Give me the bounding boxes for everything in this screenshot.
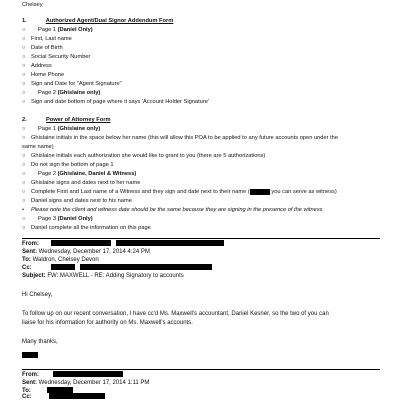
cc-label: Cc: [22,265,32,271]
email1-body-line-2: liaise for his information for authority on Ms. Maxwell's accounts. [22,320,193,326]
s1-item-1 [22,44,63,52]
s2-page2-label: Page 2 [38,171,58,177]
to-value: Waldron, Chelsey Devon [32,257,99,263]
s1-item-text: Address [31,63,52,69]
s1-page2-line [22,89,100,97]
section-1-heading [22,17,173,25]
s2-item-2 [22,152,265,160]
from-label: From: [22,372,39,378]
s1-item-text: Social Security Number [31,54,91,60]
redaction-block [250,189,270,195]
s2-page3-label: Page 3 [38,216,58,222]
s1-page2-bold: (Ghislaine only) [57,90,101,96]
s1-item-0 [22,35,72,43]
s2-item-1 [22,134,338,142]
s2-page1-bold: (Ghislaine only) [57,126,101,132]
bullet-icon: ○ [22,126,26,132]
email-separator [22,238,380,239]
cc-label: Cc: [22,394,32,400]
s2-item-text: Do not sign the bottom of page 1 [31,162,114,168]
email1-signature [22,351,38,359]
bullet-icon: ○ [22,99,26,105]
bullet-icon: ○ [22,162,26,168]
s1-item-text: Sign and date bottom of page where it says 'Account Holder Signature' [31,99,209,105]
s2-item-4 [22,179,140,187]
s2-item-text: Ghislaine signs and dates next to her name [31,180,141,186]
s1-item-5 [22,80,122,88]
redaction-block [51,264,75,270]
bullet-icon: ○ [22,171,26,177]
subject-label: Subject: [22,273,46,279]
s2-page2-line [22,170,136,178]
to-label: To: [22,257,31,263]
s1-page1-bold: (Daniel Only) [57,27,93,33]
section-2-title: Power of Attorney Form [45,117,111,123]
s2-item-5 [22,188,337,196]
s1-item-4 [22,71,64,79]
s2-page1-line [22,125,100,133]
s2-item-7 [22,224,151,232]
bullet-icon: ○ [22,72,26,78]
bullet-icon: ○ [22,153,26,159]
s1-page2-item [22,98,209,106]
bullet-icon: ○ [22,198,26,204]
s2-item-text: Complete First and Last name of a Witness and they sign and date next to their name ( [31,189,250,195]
section-2-heading [22,116,111,124]
s2-note-text: Please note the client and witness date should be the same because they are signing in the presence of the witness [31,207,323,213]
bullet-icon: ○ [22,180,26,186]
to-label: To: [22,388,31,394]
sent-label: Sent: [22,380,37,386]
s1-item-text: First, Last name [31,36,72,42]
s1-item-2 [22,53,90,61]
s2-page2-bold: (Ghislaine, Daniel & Witness) [57,171,137,177]
bullet-icon: ○ [22,189,26,195]
bullet-icon: ○ [22,135,26,141]
email1-signoff: Many thanks, [22,339,58,345]
redaction-block [49,393,105,399]
s1-page1-label: Page 1 [38,27,58,33]
s2-item-6 [22,197,132,205]
email1-subject [22,272,184,281]
s2-item-text-tail: you can serve as witness) [269,189,337,195]
sent-label: Sent: [22,249,37,255]
redaction-block [80,264,212,270]
recipient-name: Chelsey [22,2,43,8]
section-1-title: Authorized Agent/Dual Signor Addendum Form [45,18,174,24]
s1-item-3 [22,62,52,70]
s2-page1-label: Page 1 [38,126,58,132]
email1-body-line-1: To follow up on our recent conversation, I have cc'd Ms. Maxwell's accountant, Daniel Kesner, so the two of you can [22,311,329,317]
s1-item-text: Home Phone [31,72,65,78]
bullet-icon: ○ [22,225,26,231]
bullet-icon: ○ [22,81,26,87]
s2-item-text: Ghislaine initials each authorization she would like to grant to you (there are 5 authorizations) [31,153,266,159]
s1-item-text: Date of Birth [31,45,63,51]
bullet-icon: ○ [22,216,26,222]
email1-greeting: Hi Chelsey, [22,292,53,298]
s2-item-text: Daniel signs and dates next to his name [31,198,132,204]
bullet-icon: ○ [22,63,26,69]
s1-page2-label: Page 2 [38,90,58,96]
s2-page3-bold: (Daniel Only) [57,216,93,222]
from-label: From: [22,241,39,247]
email2-cc [22,393,105,402]
s1-item-text: Sign and Date for "Agent Signature" [31,81,122,87]
subject-value: FW: MAXWELL - RE: Adding Signatory to accounts [47,273,184,279]
redaction-block [51,240,111,246]
bullet-icon: ○ [22,90,26,96]
s2-page3-line [22,215,93,223]
section-1-number: 1. [22,18,27,24]
section-2-number: 2. [22,117,27,123]
s2-item-3 [22,161,114,169]
email-separator [22,369,380,370]
note-bullet-icon: • [22,207,24,213]
sent-value: Wednesday, December 17, 2014 1:11 PM [38,380,150,386]
bullet-icon: ○ [22,36,26,42]
bullet-icon: ○ [22,45,26,51]
s2-item-text: Ghislaine initials in the space below her name (this will allow this POA to be applied to any future accounts open under the [31,135,338,141]
bullet-icon: ○ [22,54,26,60]
redaction-block [22,352,38,358]
s2-item-text: Daniel complete all the information on this page [31,225,151,231]
s2-note [22,206,323,214]
redaction-block [116,240,224,246]
sent-value: Wednesday, December 17, 2014 4:24 PM [38,249,150,255]
redaction-block [53,371,123,377]
s1-page1-line [22,26,93,34]
s2-item-1-cont: same name) [22,144,54,150]
bullet-icon: ○ [22,27,26,33]
